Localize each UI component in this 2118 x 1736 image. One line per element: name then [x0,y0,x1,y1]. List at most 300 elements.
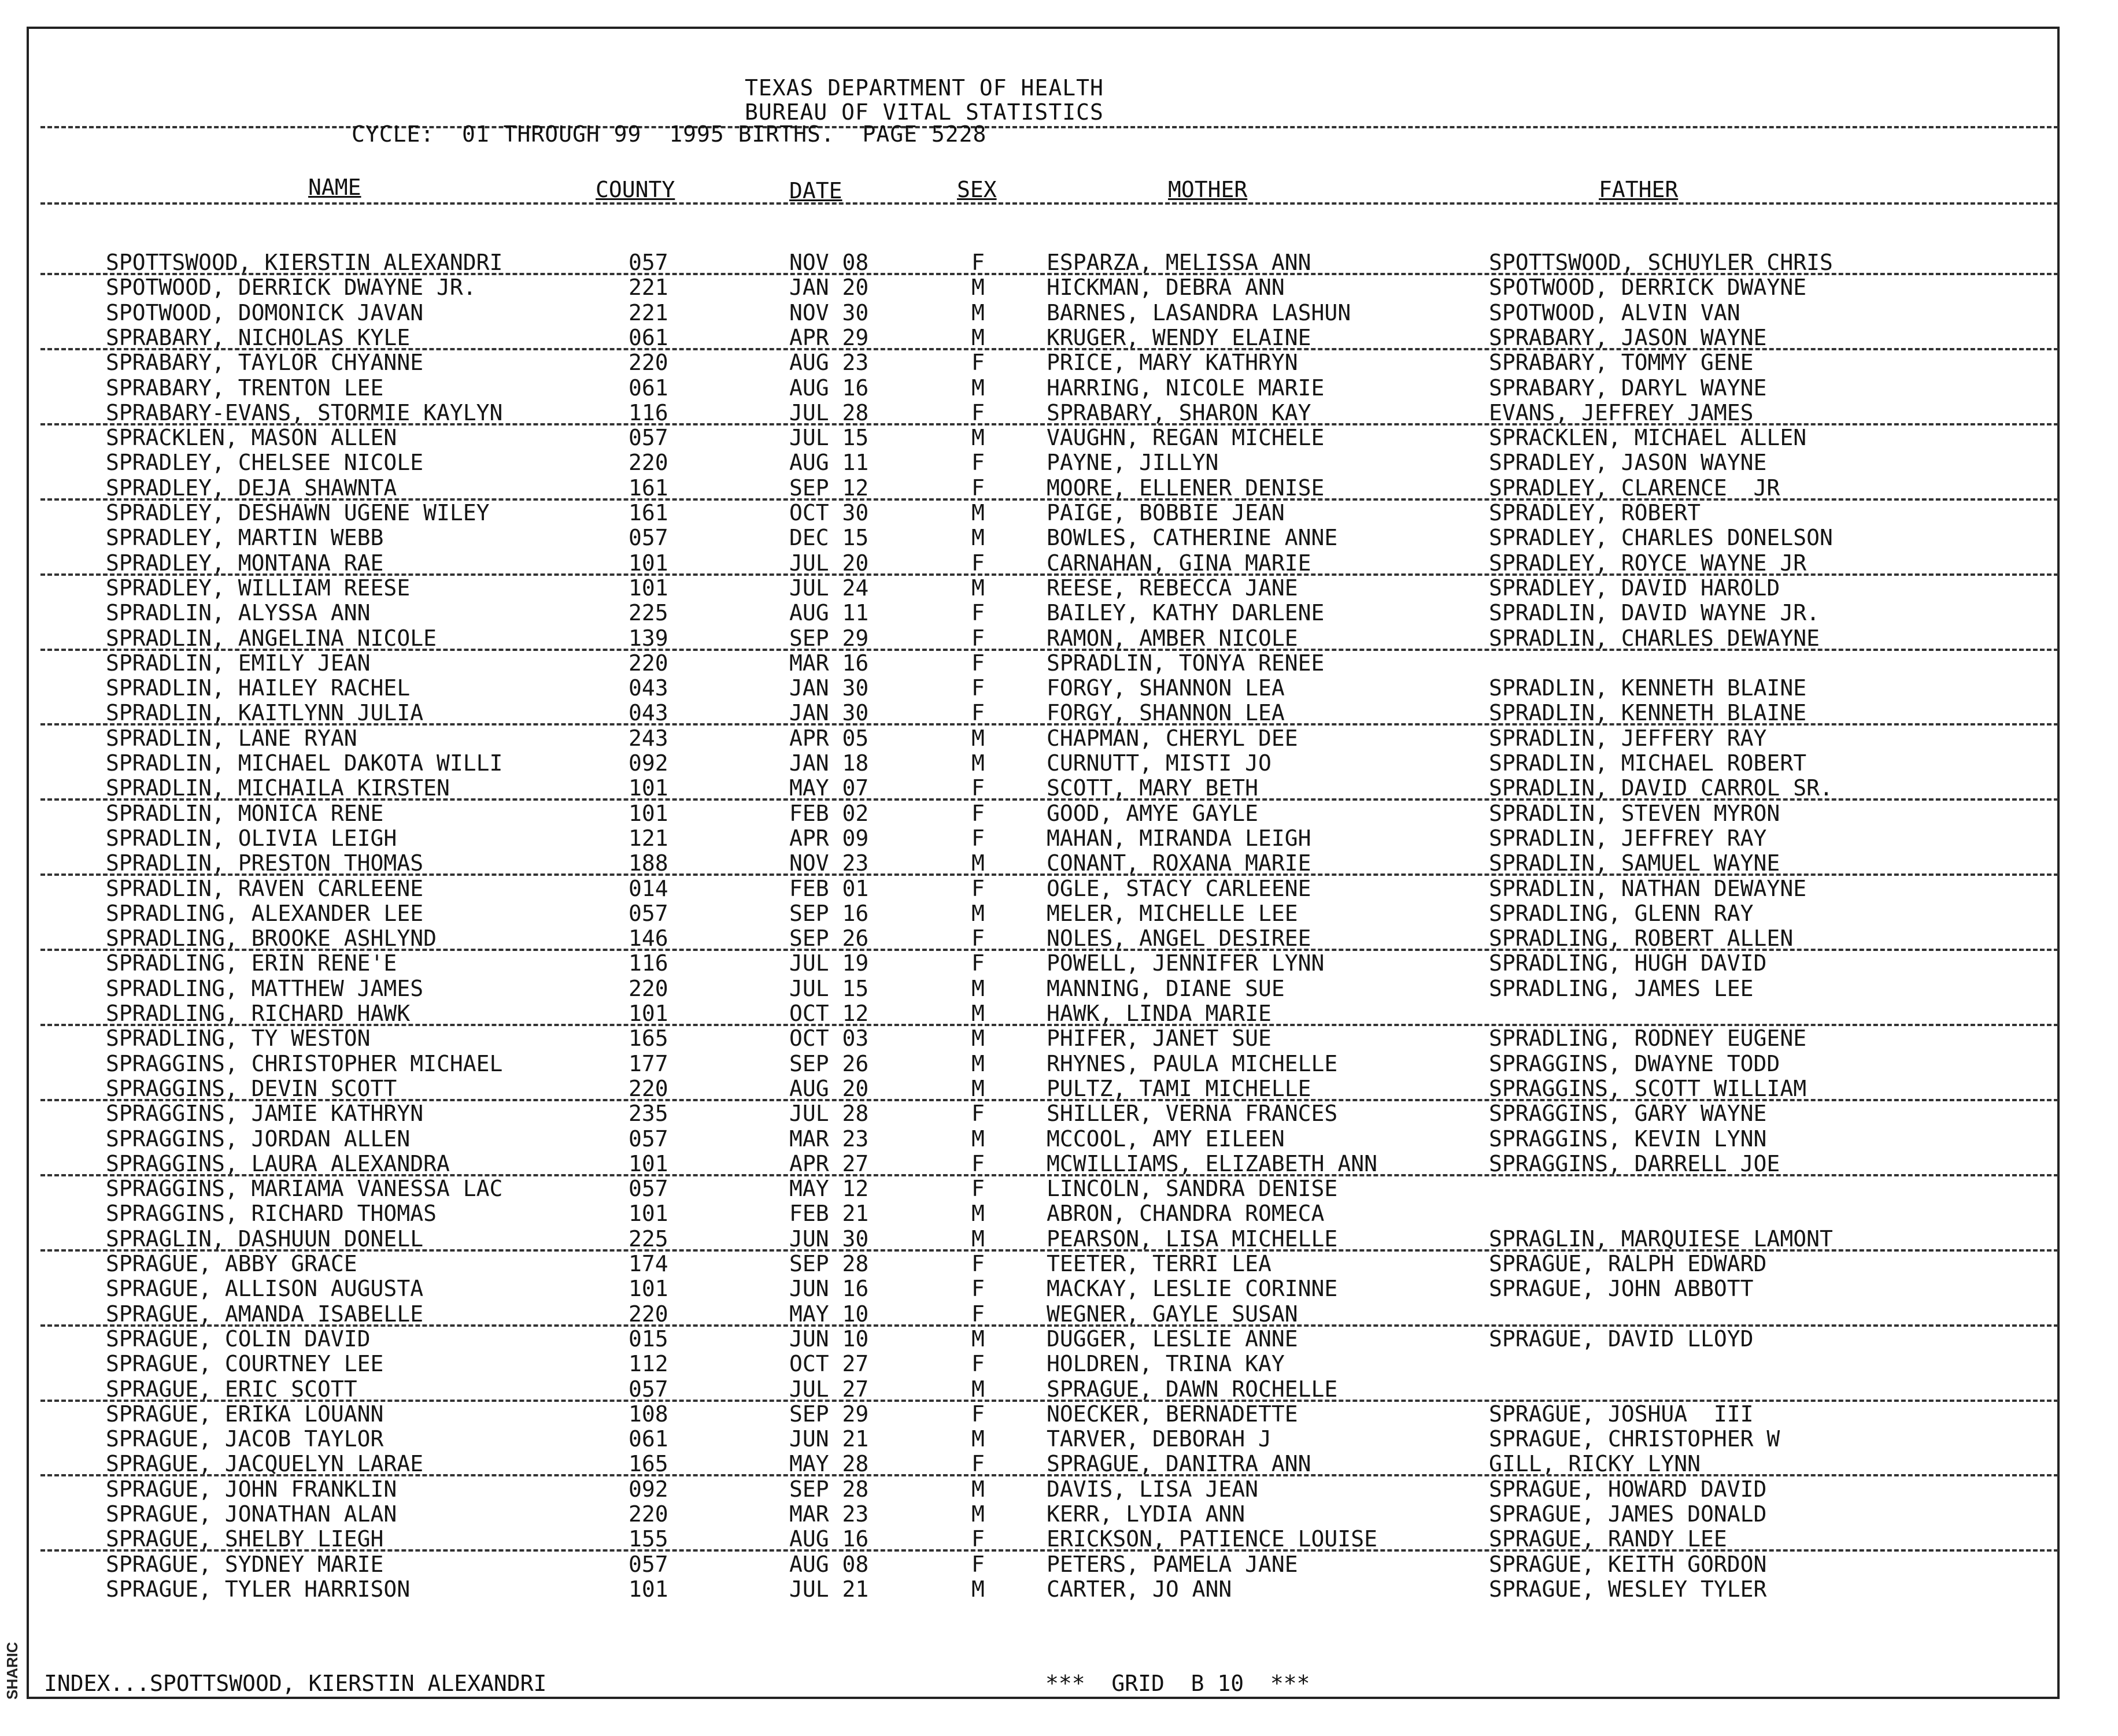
record-mother: HARRING, NICOLE MARIE [1047,375,1325,401]
record-sex: F [971,1276,985,1302]
record-father: EVANS, JEFFREY JAMES [1489,399,1754,425]
record-sex: F [971,926,985,952]
record-father: SPRADLING, ROBERT ALLEN [1489,926,1794,952]
record-name: SPRAGUE, SYDNEY MARIE [106,1551,384,1577]
record-mother: MACKAY, LESLIE CORINNE [1047,1276,1338,1302]
record-father: GILL, RICKY LYNN [1489,1451,1701,1477]
record-date: SEP 12 [789,475,869,501]
record-sex: M [971,1126,985,1152]
record-sex: M [971,1026,985,1052]
col-header-father: FATHER [1599,177,1679,202]
record-sex: F [971,250,985,275]
table-row [0,1326,2082,1351]
record-mother: TARVER, DEBORAH J [1047,1426,1271,1452]
record-mother: SPRAGUE, DAWN ROCHELLE [1047,1376,1338,1402]
record-date: AUG 08 [789,1551,869,1577]
col-header-sex: SEX [957,177,997,202]
record-father: SPRADLIN, JEFFREY RAY [1489,825,1767,851]
record-father: SPRADLEY, ROBERT [1489,500,1701,525]
record-mother: ABRON, CHANDRA ROMECA [1047,1201,1325,1227]
record-mother: MOORE, ELLENER DENISE [1047,475,1325,501]
record-date: OCT 30 [789,500,869,525]
record-county: 116 [629,399,668,425]
record-father: SPRAGUE, WESLEY TYLER [1489,1576,1767,1602]
record-county: 235 [629,1101,668,1127]
record-date: JUN 16 [789,1276,869,1302]
record-sex: F [971,399,985,425]
record-name: SPRADLIN, ALYSSA ANN [106,600,371,626]
record-sex: M [971,525,985,551]
record-date: AUG 16 [789,375,869,401]
record-name: SPRABARY, TAYLOR CHYANNE [106,350,424,376]
record-name: SPRAGGINS, CHRISTOPHER MICHAEL [106,1050,503,1076]
record-county: 101 [629,775,668,801]
record-sex: M [971,1326,985,1352]
record-county: 101 [629,800,668,826]
record-mother: KRUGER, WENDY ELAINE [1047,324,1311,350]
table-row [0,1001,2082,1026]
record-mother: DUGGER, LESLIE ANNE [1047,1326,1298,1352]
table-row [0,1176,2082,1201]
record-sex: F [971,800,985,826]
record-father: SPRADLING, JAMES LEE [1489,975,1754,1001]
record-name: SPRAGUE, TYLER HARRISON [106,1576,411,1602]
record-date: SEP 29 [789,1401,869,1427]
record-father: SPRAGUE, DAVID LLOYD [1489,1326,1754,1352]
record-father: SPRADLIN, SAMUEL WAYNE [1489,850,1780,876]
table-row [0,976,2082,1001]
record-father: SPRAGLIN, MARQUIESE LAMONT [1489,1226,1833,1252]
record-father: SPRADLIN, JEFFERY RAY [1489,725,1767,751]
table-row [0,325,2082,350]
record-sex: M [971,575,985,601]
cycle-line: CYCLE: 01 THROUGH 99 1995 BIRTHS. PAGE 5228 [352,121,987,147]
record-name: SPRAGGINS, RICHARD THOMAS [106,1201,437,1227]
record-mother: NOLES, ANGEL DESIREE [1047,926,1311,952]
record-mother: BARNES, LASANDRA LASHUN [1047,299,1351,325]
record-mother: SCOTT, MARY BETH [1047,775,1259,801]
record-date: JUL 19 [789,950,869,976]
record-mother: BAILEY, KATHY DARLENE [1047,600,1325,626]
record-mother: RAMON, AMBER NICOLE [1047,625,1298,651]
record-mother: OGLE, STACY CARLEENE [1047,875,1311,901]
record-sex: M [971,975,985,1001]
record-county: 092 [629,750,668,776]
record-name: SPRAGUE, JACOB TAYLOR [106,1426,384,1452]
record-date: JUN 10 [789,1326,869,1352]
record-date: MAR 16 [789,650,869,676]
record-sex: F [971,825,985,851]
record-father: SPRADLIN, KENNETH BLAINE [1489,700,1807,726]
record-county: 043 [629,700,668,726]
record-mother: PULTZ, TAMI MICHELLE [1047,1075,1311,1101]
record-name: SPRADLEY, MONTANA RAE [106,550,384,576]
record-mother: BOWLES, CATHERINE ANNE [1047,525,1338,551]
grid-label: *** GRID B 10 *** [1045,1671,1310,1696]
record-date: AUG 20 [789,1075,869,1101]
record-county: 220 [629,1075,668,1101]
record-name: SPRAGUE, AMANDA ISABELLE [106,1301,424,1327]
record-county: 220 [629,350,668,376]
record-date: JAN 20 [789,275,869,301]
record-father: SPRADLIN, DAVID CARROL SR. [1489,775,1833,801]
record-name: SPRADLEY, WILLIAM REESE [106,575,411,601]
record-father: SPRADLING, RODNEY EUGENE [1489,1026,1807,1052]
table-row [0,1076,2082,1101]
record-name: SPRADLIN, KAITLYNN JULIA [106,700,424,726]
record-sex: M [971,1226,985,1252]
record-father: SPRAGGINS, GARY WAYNE [1489,1101,1767,1127]
record-date: MAY 12 [789,1176,869,1202]
record-date: JUL 24 [789,575,869,601]
record-name: SPRADLIN, MICHAILA KIRSTEN [106,775,450,801]
record-sex: F [971,950,985,976]
record-mother: CARTER, JO ANN [1047,1576,1232,1602]
record-sex: M [971,900,985,926]
record-name: SPRADLEY, CHELSEE NICOLE [106,450,424,476]
record-county: 243 [629,725,668,751]
record-father: SPRAGGINS, KEVIN LYNN [1489,1126,1767,1152]
table-row [0,1576,2082,1601]
record-mother: RHYNES, PAULA MICHELLE [1047,1050,1338,1076]
record-county: 221 [629,299,668,325]
record-county: 057 [629,1126,668,1152]
record-name: SPRAGUE, JOHN FRANKLIN [106,1476,397,1502]
table-row [0,850,2082,875]
column-header-rule [40,202,2058,205]
record-mother: MCWILLIAMS, ELIZABETH ANN [1047,1150,1377,1176]
record-county: 043 [629,675,668,701]
record-sex: M [971,1501,985,1527]
record-father: SPRAGUE, JOHN ABBOTT [1489,1276,1754,1302]
table-row [0,525,2082,550]
table-row [0,300,2082,325]
table-row [0,625,2082,650]
table-row [0,250,2082,275]
record-mother: SPRABARY, SHARON KAY [1047,399,1311,425]
record-date: FEB 02 [789,800,869,826]
record-sex: F [971,1301,985,1327]
record-mother: VAUGHN, REGAN MICHELE [1047,425,1325,451]
record-sex: M [971,1201,985,1227]
record-father: SPRABARY, TOMMY GENE [1489,350,1754,376]
record-county: 161 [629,500,668,525]
record-name: SPRADLIN, MONICA RENE [106,800,384,826]
record-sex: F [971,1401,985,1427]
table-row [0,1301,2082,1326]
record-name: SPRADLIN, ANGELINA NICOLE [106,625,437,651]
record-mother: DAVIS, LISA JEAN [1047,1476,1259,1502]
record-county: 101 [629,1201,668,1227]
record-county: 139 [629,625,668,651]
record-county: 101 [629,550,668,576]
table-row [0,826,2082,850]
record-name: SPRADLIN, PRESTON THOMAS [106,850,424,876]
table-row [0,950,2082,975]
record-name: SPRAGUE, SHELBY LIEGH [106,1526,384,1552]
record-date: FEB 21 [789,1201,869,1227]
record-father: SPRADLIN, KENNETH BLAINE [1489,675,1807,701]
record-county: 161 [629,475,668,501]
record-mother: ERICKSON, PATIENCE LOUISE [1047,1526,1377,1552]
record-sex: F [971,1451,985,1477]
table-row [0,901,2082,926]
record-date: OCT 12 [789,1001,869,1026]
record-county: 014 [629,875,668,901]
record-date: MAY 10 [789,1301,869,1327]
record-mother: PRICE, MARY KATHRYN [1047,350,1298,376]
record-county: 061 [629,1426,668,1452]
record-county: 165 [629,1451,668,1477]
record-name: SPRADLING, ALEXANDER LEE [106,900,424,926]
table-row [0,275,2082,299]
record-name: SPOTTSWOOD, KIERSTIN ALEXANDRI [106,250,503,275]
table-row [0,1101,2082,1126]
record-father: SPRAGUE, KEITH GORDON [1489,1551,1767,1577]
record-sex: F [971,650,985,676]
record-county: 092 [629,1476,668,1502]
record-sex: F [971,1101,985,1127]
record-date: JUL 20 [789,550,869,576]
record-date: AUG 23 [789,350,869,376]
record-county: 101 [629,1001,668,1026]
record-sex: M [971,750,985,776]
record-sex: F [971,1526,985,1552]
record-date: NOV 30 [789,299,869,325]
record-name: SPRADLIN, MICHAEL DAKOTA WILLI [106,750,503,776]
record-date: MAY 07 [789,775,869,801]
record-mother: SPRADLIN, TONYA RENEE [1047,650,1325,676]
record-mother: WEGNER, GAYLE SUSAN [1047,1301,1298,1327]
record-county: 057 [629,900,668,926]
record-mother: LINCOLN, SANDRA DENISE [1047,1176,1338,1202]
record-date: SEP 26 [789,1050,869,1076]
record-father: SPRADLIN, STEVEN MYRON [1489,800,1780,826]
record-date: JUL 15 [789,425,869,451]
table-row [0,750,2082,775]
record-county: 121 [629,825,668,851]
record-date: MAY 28 [789,1451,869,1477]
record-father: SPRADLEY, DAVID HAROLD [1489,575,1780,601]
record-name: SPRAGGINS, LAURA ALEXANDRA [106,1150,450,1176]
record-date: NOV 23 [789,850,869,876]
table-row [0,1251,2082,1276]
record-mother: HOLDREN, TRINA KAY [1047,1351,1285,1377]
table-row [0,1126,2082,1151]
record-county: 015 [629,1326,668,1352]
record-sex: M [971,1075,985,1101]
record-father: SPRADLIN, NATHAN DEWAYNE [1489,875,1807,901]
record-date: SEP 28 [789,1251,869,1276]
record-mother: CHAPMAN, CHERYL DEE [1047,725,1298,751]
table-row [0,600,2082,625]
record-sex: F [971,1251,985,1276]
record-name: SPRABARY-EVANS, STORMIE KAYLYN [106,399,503,425]
record-sex: M [971,1376,985,1402]
record-mother: SPRAGUE, DANITRA ANN [1047,1451,1311,1477]
record-sex: M [971,425,985,451]
record-name: SPRADLIN, LANE RYAN [106,725,357,751]
table-row [0,876,2082,901]
header-line-1: TEXAS DEPARTMENT OF HEALTH [745,75,1104,101]
record-father: SPRADLIN, MICHAEL ROBERT [1489,750,1807,776]
record-name: SPRABARY, NICHOLAS KYLE [106,324,411,350]
record-father: SPRABARY, JASON WAYNE [1489,324,1767,350]
record-name: SPRAGUE, ALLISON AUGUSTA [106,1276,424,1302]
record-county: 225 [629,1226,668,1252]
record-sex: F [971,625,985,651]
record-date: MAR 23 [789,1126,869,1152]
record-name: SPRAGLIN, DASHUUN DONELL [106,1226,424,1252]
record-date: MAR 23 [789,1501,869,1527]
table-row [0,500,2082,525]
record-name: SPRAGGINS, JAMIE KATHRYN [106,1101,424,1127]
record-name: SPRADLEY, MARTIN WEBB [106,525,384,551]
table-row [0,775,2082,800]
col-header-date: DATE [789,178,842,203]
record-father: SPRAGUE, JAMES DONALD [1489,1501,1767,1527]
record-county: 061 [629,324,668,350]
table-row [0,350,2082,375]
record-date: JAN 30 [789,675,869,701]
record-date: NOV 08 [789,250,869,275]
record-county: 057 [629,1376,668,1402]
record-name: SPRACKLEN, MASON ALLEN [106,425,397,451]
record-sex: F [971,775,985,801]
record-father: SPRAGUE, RALPH EDWARD [1489,1251,1767,1276]
record-name: SPRADLEY, DEJA SHAWNTA [106,475,397,501]
record-mother: PHIFER, JANET SUE [1047,1026,1271,1052]
record-sex: M [971,725,985,751]
record-county: 155 [629,1526,668,1552]
record-father: SPRAGUE, HOWARD DAVID [1489,1476,1767,1502]
record-sex: F [971,1176,985,1202]
table-row [0,1376,2082,1401]
record-father: SPRAGUE, RANDY LEE [1489,1526,1727,1552]
table-row [0,926,2082,950]
table-row [0,1351,2082,1376]
record-sex: F [971,1551,985,1577]
table-row [0,1552,2082,1576]
record-date: JAN 30 [789,700,869,726]
record-county: 220 [629,1501,668,1527]
record-date: JUL 28 [789,1101,869,1127]
record-sex: F [971,1351,985,1377]
record-sex: M [971,500,985,525]
record-county: 220 [629,650,668,676]
record-date: AUG 11 [789,450,869,476]
record-county: 188 [629,850,668,876]
record-county: 101 [629,1150,668,1176]
record-name: SPRADLING, BROOKE ASHLYND [106,926,437,952]
side-label: SHARIC [3,1642,21,1700]
record-county: 220 [629,1301,668,1327]
record-county: 057 [629,1176,668,1202]
record-mother: POWELL, JENNIFER LYNN [1047,950,1325,976]
record-father: SPRADLING, GLENN RAY [1489,900,1754,926]
record-sex: M [971,1576,985,1602]
record-sex: F [971,875,985,901]
record-mother: REESE, REBECCA JANE [1047,575,1298,601]
record-date: JUN 21 [789,1426,869,1452]
record-name: SPRADLING, RICHARD HAWK [106,1001,411,1026]
table-row [0,1026,2082,1050]
record-sex: F [971,1150,985,1176]
record-sex: M [971,275,985,301]
record-mother: GOOD, AMYE GAYLE [1047,800,1259,826]
record-sex: F [971,475,985,501]
record-name: SPRADLIN, RAVEN CARLEENE [106,875,424,901]
record-date: SEP 28 [789,1476,869,1502]
table-row [0,375,2082,400]
record-name: SPRAGUE, COLIN DAVID [106,1326,371,1352]
record-county: 225 [629,600,668,626]
record-father: SPRAGGINS, DWAYNE TODD [1489,1050,1780,1076]
record-father: SPRADLING, HUGH DAVID [1489,950,1767,976]
record-date: OCT 27 [789,1351,869,1377]
record-date: JUL 15 [789,975,869,1001]
record-date: OCT 03 [789,1026,869,1052]
record-county: 174 [629,1251,668,1276]
record-sex: M [971,850,985,876]
record-date: APR 09 [789,825,869,851]
record-name: SPRAGGINS, JORDAN ALLEN [106,1126,411,1152]
record-name: SPRAGUE, ABBY GRACE [106,1251,357,1276]
record-county: 057 [629,250,668,275]
record-name: SPRADLING, TY WESTON [106,1026,371,1052]
table-row [0,1526,2082,1551]
record-father: SPRAGGINS, SCOTT WILLIAM [1489,1075,1807,1101]
record-county: 108 [629,1401,668,1427]
record-date: SEP 16 [789,900,869,926]
record-county: 101 [629,1276,668,1302]
record-date: JUN 30 [789,1226,869,1252]
index-line: INDEX...SPOTTSWOOD, KIERSTIN ALEXANDRI [44,1671,547,1696]
table-row [0,550,2082,575]
record-date: DEC 15 [789,525,869,551]
record-father: SPRADLEY, ROYCE WAYNE JR [1489,550,1807,576]
record-sex: F [971,350,985,376]
record-mother: PAYNE, JILLYN [1047,450,1219,476]
table-row [0,650,2082,675]
record-name: SPRADLING, MATTHEW JAMES [106,975,424,1001]
record-sex: M [971,324,985,350]
record-father: SPOTWOOD, DERRICK DWAYNE [1489,275,1807,301]
record-date: AUG 16 [789,1526,869,1552]
table-row [0,1426,2082,1451]
table-row [0,1401,2082,1426]
record-county: 220 [629,450,668,476]
record-mother: CONANT, ROXANA MARIE [1047,850,1311,876]
record-mother: SHILLER, VERNA FRANCES [1047,1101,1338,1127]
table-row [0,1501,2082,1526]
record-date: JUL 28 [789,399,869,425]
record-name: SPRAGUE, COURTNEY LEE [106,1351,384,1377]
table-row [0,1051,2082,1076]
record-sex: M [971,1426,985,1452]
table-row [0,726,2082,750]
record-mother: FORGY, SHANNON LEA [1047,700,1285,726]
record-name: SPRADLEY, DESHAWN UGENE WILEY [106,500,490,525]
record-sex: F [971,675,985,701]
record-name: SPRADLIN, EMILY JEAN [106,650,371,676]
record-mother: MAHAN, MIRANDA LEIGH [1047,825,1311,851]
record-name: SPOTWOOD, DERRICK DWAYNE JR. [106,275,476,301]
record-name: SPRADLING, ERIN RENE'E [106,950,397,976]
record-mother: MANNING, DIANE SUE [1047,975,1285,1001]
record-date: APR 29 [789,324,869,350]
record-date: APR 05 [789,725,869,751]
